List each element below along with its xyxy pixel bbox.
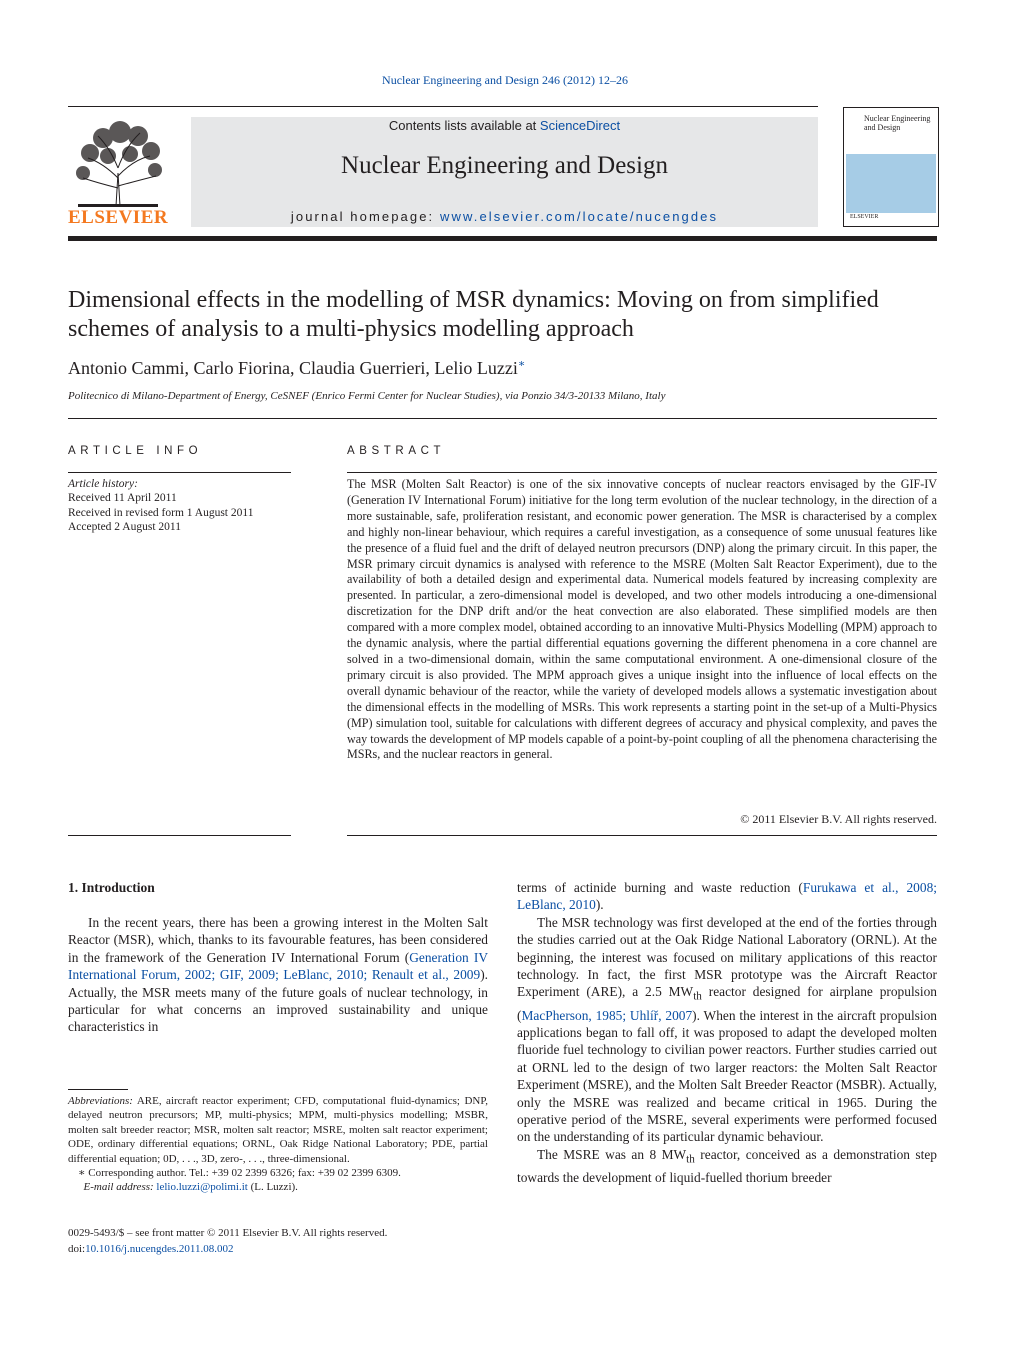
email-footnote: E-mail address: lelio.luzzi@polimi.it (L. Luzzi). xyxy=(83,1181,298,1194)
journal-homepage-link[interactable]: www.elsevier.com/locate/nucengdes xyxy=(439,209,719,224)
cover-footer: ELSEVIER xyxy=(850,214,879,220)
cover-image xyxy=(846,154,936,213)
intro-paragraph-1-continued: terms of actinide burning and waste reduction (Furukawa et al., 2008; LeBlanc, 2010). xyxy=(517,880,937,913)
article-history xyxy=(68,477,291,534)
citation-link[interactable]: Generation IV International Forum, 2002; GIF, 2009; LeBlanc, 2010; Renault et al., 2009 xyxy=(68,949,488,983)
contents-line: Contents lists available at ScienceDirect xyxy=(388,118,621,133)
header-rule xyxy=(68,106,818,107)
footnotes xyxy=(68,1094,488,1195)
intro-paragraph-3: The MSRE was an 8 $MW_{th}$ reactor, conceived as a demonstration step towards the development of liquid-fuelled thorium breeder xyxy=(517,1146,937,1185)
doi-line: doi:10.1016/j.nucengdes.2011.08.002 xyxy=(68,1242,234,1255)
intro-paragraph-1: In the recent years, there has been a growing interest in the Molten Salt Reactor (MSR), which, thanks to its favourable features, has been considered in the framework of the Generation IV International Forum (Generation IV International Forum, 2002; GIF, 2009; LeBlanc, 2010; Renault et al., 2009). Actually, the MSR meets many of the future goals of nuclear technology, in particular for what concerns an improved sustainability and unique characteristics in xyxy=(68,915,488,1035)
received-date: Received 11 April 2011 xyxy=(68,492,177,505)
author-list: Antonio Cammi, Carlo Fiorina, Claudia Guerrieri, Lelio Luzzi∗ xyxy=(68,358,526,378)
journal-citation[interactable]: Nuclear Engineering and Design 246 (2012) 12–26 xyxy=(382,73,628,87)
affiliation: Politecnico di Milano-Department of Energy, CeSNEF (Enrico Fermi Center for Nuclear Studies), via Ponzio 34/3-20133 Milano, Italy xyxy=(68,390,666,402)
email-link[interactable]: lelio.luzzi@polimi.it xyxy=(156,1181,248,1194)
citation-link[interactable]: Furukawa et al., 2008; LeBlanc, 2010 xyxy=(517,880,937,913)
journal-cover-thumbnail[interactable] xyxy=(843,107,939,227)
corresponding-author-footnote: ∗ Corresponding author. Tel.: +39 02 2399 6326; fax: +39 02 2399 6309. xyxy=(78,1167,401,1180)
abstract-bottom-rule xyxy=(347,835,937,836)
abstract-heading: ABSTRACT xyxy=(347,445,446,457)
sciencedirect-link[interactable]: ScienceDirect xyxy=(539,118,621,133)
article-title: Dimensional effects in the modelling of MSR dynamics: Moving on from simplified schemes of analysis to a multi-physics modelling approach xyxy=(68,287,879,342)
accepted-date: Accepted 2 August 2011 xyxy=(68,520,181,533)
abstract-rule xyxy=(347,472,937,473)
corresponding-author-mark[interactable]: ∗ xyxy=(517,358,526,370)
article-info-heading: ARTICLE INFO xyxy=(68,445,203,457)
title-rule xyxy=(68,418,937,419)
section-heading-introduction: 1. Introduction xyxy=(68,880,155,895)
revised-date: Received in revised form 1 August 2011 xyxy=(68,506,254,519)
article-info-rule xyxy=(68,472,291,473)
issn-doi-block xyxy=(68,1226,508,1257)
history-label: Article history: xyxy=(68,478,138,490)
intro-paragraph-2: The MSR technology was first developed at the end of the forties through the studies carried out at the Oak Ridge National Laboratory (ORNL). At the beginning, the interest was focused on military applications of this reactor technology. In fact, the first MSR prototype was the Aircraft Reactor Experiment (ARE), a 2.5 $MW_{th}$ reactor designed for airplane propulsion (MacPherson, 1985; Uhlíř, 2007). When the interest in the aircraft propulsion applications began to fall off, it was proposed to adapt the developed molten fluoride fuel technology to civilian power reactors. Further studies carried out at ORNL led to the design of two larger reactors: the Molten Salt Reactor Experiment (MSRE), and the Molten Salt Breeder Reactor (MSBR). Actually, only the MSRE was realized and became critical in 1965. During the operative period of the MSRE, several experiments were performed focused on the understanding of its particular dynamic behaviour. xyxy=(517,914,937,1145)
masthead-rule xyxy=(68,236,937,241)
abstract-text: The MSR (Molten Salt Reactor) is one of the six innovative concepts of nuclear reactors envisaged by the GIF-IV (Generation IV International Forum) initiative for the long term evolution of the nuclear technology, in the direction of a more sustainable, safe, proliferation resistant, and economic power generation. The MSR is characterised by a complex and highly non-linear behaviour, which requires a careful investigation, as a consequence of some unusual features like the presence of a fluid fuel and the drift of delayed neutron precursors (DNP) along the primary circuit. In this paper, the MSR primary circuit dynamics is analysed with reference to the MSRE (Molten Salt Reactor Experiment), due to the availability of both a detailed design and experimental data. Numerical models featured by increasing complexity are presented. In particular, a zero-dimensional model is developed, and two other models introducing a one-dimensional discretization for the DNP drift and/or the heat convection are also elaborated. These simplified models are then compared with a more complex model, obtained according to an innovative Multi-Physics Modelling (MPM) approach to the dynamic analysis, where the partial differential equations governing the different phenomena in a core channel are solved in a two-dimensional domain, within the same computational environment. A one-dimensional closure of the primary circuit is also provided. The MPM approach gives a unique insight into the influence of local effects on the overall dynamic behaviour of the reactor, while the variety of developed models allows a systematic investigation about the dimensional effects in the modelling of MSRs. This work represents a starting point in the set-up of a Multi-Physics (MP) simulation tool, suitable for calculations with different degrees of accuracy and physical complexity, and paves the way towards the development of MP models capable of a point-by-point coupling of all the phenomena characterising the MSRs, and the nuclear reactors in general. xyxy=(347,477,937,762)
elsevier-wordmark: ELSEVIER xyxy=(68,207,169,228)
abbreviations-footnote: Abbreviations: ARE, aircraft reactor experiment; CFD, computational fluid-dynamics; DNP, delayed neutron precursors; MP, multi-physics; MPM, multi-physics modelling; MSBR, molten salt breeder reactor; MSR, molten salt reactor; MSRE, molten salt reactor experiment; ODE, ordinary differential equations; ORNL, Oak Ridge National Laboratory; PDE, partial differential equation; 0D, . . ., 3D, zero-, . . ., three-dimensional. xyxy=(68,1095,488,1165)
abstract-copyright: © 2011 Elsevier B.V. All rights reserved. xyxy=(740,812,937,826)
intro-column-2 xyxy=(517,879,937,1186)
footnote-rule xyxy=(68,1089,128,1090)
journal-title: Nuclear Engineering and Design xyxy=(341,152,668,179)
doi-link[interactable]: 10.1016/j.nucengdes.2011.08.002 xyxy=(85,1242,234,1255)
journal-homepage-line: journal homepage: www.elsevier.com/locate/nucengdes xyxy=(290,209,719,224)
issn-line: 0029-5493/$ – see front matter © 2011 Elsevier B.V. All rights reserved. xyxy=(68,1227,388,1239)
article-info-bottom-rule xyxy=(68,835,291,836)
cover-title: Nuclear Engineering and Design xyxy=(864,114,931,132)
citation-link[interactable]: MacPherson, 1985; Uhlíř, 2007 xyxy=(521,1007,693,1023)
